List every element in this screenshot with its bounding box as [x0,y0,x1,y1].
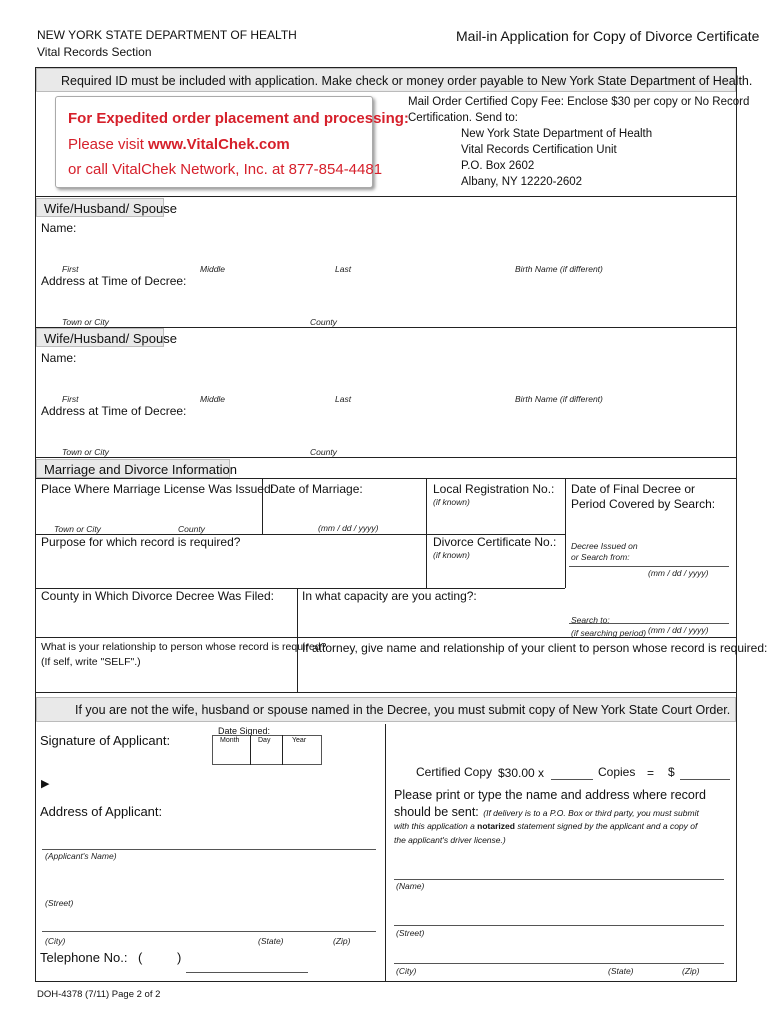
form-title: Mail-in Application for Copy of Divorce Certificate [456,28,760,44]
attorney-input[interactable] [302,660,732,688]
date-signed-label: Date Signed: [218,726,271,736]
certified-copy-label: Certified Copy [416,765,493,779]
spouse2-last-hint: Last [335,394,352,404]
spouse1-last-input[interactable] [333,245,503,261]
certified-copy-price: $30.00 x [498,766,545,780]
month-input[interactable] [214,748,248,763]
delivery-note-2a: with this application a [394,821,478,831]
phone-open-paren: ( [138,950,143,965]
spouse2-county-hint: County [310,447,337,457]
day-hint: Day [258,737,271,744]
spouse2-last-input[interactable] [333,375,503,391]
phone-close-paren: ) [177,950,182,965]
month-hint: Month [220,737,240,744]
mail-to-label: should be sent: [394,805,479,819]
recipient-state-input[interactable] [606,946,666,962]
decree-issued-input[interactable] [571,550,727,565]
purpose-input[interactable] [41,555,421,583]
search-to-input[interactable] [640,608,728,623]
spouse1-first-hint: First [62,264,79,274]
spouse2-middle-hint: Middle [200,394,226,404]
dollar-sign: $ [668,765,675,779]
final-decree-label-1: Date of Final Decree or [571,482,696,496]
signature-label: Signature of Applicant: [40,733,171,748]
divorce-cert-input[interactable] [433,565,561,583]
spouse1-address-label: Address at Time of Decree: [41,274,187,288]
spouse1-name-label: Name: [41,221,77,235]
id-notice: Required ID must be included with application. Make check or money order payable to New York State Department of Health. [61,74,753,88]
decree-issued-hint-2: or Search from: [571,552,630,562]
county-filed-input[interactable] [41,610,291,632]
county-filed-label: County in Which Divorce Decree Was Filed: [41,589,274,603]
spouse2-birth-hint: Birth Name (if different) [515,394,603,404]
mail-send-to: Certification. Send to: [408,112,518,124]
mail-address-1: New York State Department of Health [461,128,653,140]
local-reg-input[interactable] [433,512,561,528]
copies-label: Copies [598,765,636,779]
local-reg-hint: (if known) [433,497,470,507]
license-place-label: Place Where Marriage License Was Issued: [41,482,274,496]
expedite-visit-prefix: Please visit [68,136,149,153]
spouse2-first-hint: First [62,394,79,404]
recipient-zip-hint: (Zip) [682,966,700,976]
recipient-street-input[interactable] [396,908,722,924]
spouse2-birth-input[interactable] [512,375,722,391]
mail-address-2: Vital Records Certification Unit [461,144,617,156]
spouse1-town-input[interactable] [58,298,298,314]
court-order-notice: If you are not the wife, husband or spouse named in the Decree, you must submit copy of New York State Court Order. [75,703,731,717]
mail-fee-label: Mail Order Certified Copy Fee: [408,96,564,108]
divider [36,637,736,638]
spouse1-last-hint: Last [335,264,352,274]
telephone-label: Telephone No.: [40,950,128,965]
divider [282,735,283,765]
year-hint: Year [292,737,307,744]
purpose-label: Purpose for which record is required? [41,535,241,549]
applicant-state-hint: (State) [258,936,284,946]
spouse2-first-input[interactable] [58,375,188,391]
attorney-label: If attorney, give name and relationship of your client to person whose record is required: [302,641,768,655]
final-decree-label-2: Period Covered by Search: [571,497,716,511]
delivery-note-2 [394,821,697,831]
agency-name: NEW YORK STATE DEPARTMENT OF HEALTH [37,28,297,42]
signature-input[interactable] [55,770,375,792]
relationship-input[interactable] [41,671,291,689]
relationship-hint: (If self, write "SELF".) [41,656,141,668]
divorce-cert-hint: (if known) [433,550,470,560]
divider [385,724,386,982]
decree-issued-hint-1: Decree Issued on [571,541,638,551]
spouse2-county-input[interactable] [308,428,508,444]
recipient-street-line [394,925,724,926]
divider [36,692,736,693]
notarized-word: notarized [477,821,515,831]
spouse1-town-hint: Town or City [62,317,109,327]
applicant-street-hint: (Street) [45,898,74,908]
total-amount-line [680,779,730,780]
divider [36,457,736,458]
day-input[interactable] [252,748,280,763]
recipient-city-line [394,963,724,964]
relationship-label: What is your relationship to person whose record is required? [41,641,327,653]
applicant-name-hint: (Applicant's Name) [45,851,117,861]
applicant-name-input[interactable] [44,832,374,848]
divider [297,588,298,692]
decree-issued-line [569,566,729,567]
spouse1-first-input[interactable] [58,245,188,261]
marriage-heading: Marriage and Divorce Information [44,462,237,477]
search-to-format: (mm / dd / yyyy) [648,625,709,635]
recipient-name-hint: (Name) [396,881,425,891]
applicant-zip-hint: (Zip) [333,936,351,946]
vitalchek-link[interactable]: www.VitalChek.com [148,136,290,153]
copies-count-input[interactable] [553,763,591,778]
applicant-state-input[interactable] [254,914,314,930]
spouse1-heading: Wife/Husband/ Spouse [44,201,177,216]
section-name: Vital Records Section [37,45,152,59]
expedite-heading: For Expedited order placement and processing: [68,110,409,127]
marriage-date-format: (mm / dd / yyyy) [318,523,379,533]
spouse1-middle-hint: Middle [200,264,226,274]
phone-number-input[interactable] [188,956,306,971]
applicant-city-input[interactable] [44,914,244,930]
applicant-name-line [42,849,376,850]
divorce-cert-label: Divorce Certificate No.: [433,535,557,549]
recipient-name-input[interactable] [396,862,722,878]
spouse1-middle-input[interactable] [198,245,323,261]
spouse2-middle-input[interactable] [198,375,323,391]
phone-area-input[interactable] [148,952,176,967]
marriage-date-input[interactable] [270,505,420,521]
search-to-line [569,623,729,624]
expedite-phone: or call VitalChek Network, Inc. at 877-854-4481 [68,161,383,178]
applicant-city-line [42,931,376,932]
capacity-label: In what capacity are you acting?: [302,589,477,603]
form-number: DOH-4378 (7/11) Page 2 of 2 [37,989,161,1000]
searching-period-hint: (if searching period) [571,628,647,638]
license-town-input[interactable] [50,505,165,521]
divider [565,478,566,588]
recipient-city-input[interactable] [396,946,596,962]
spouse1-birth-input[interactable] [512,245,722,261]
expedite-visit [68,136,290,153]
divider [426,478,427,588]
search-to-hint: Search to: [571,615,610,625]
recipient-name-line [394,879,724,880]
spouse2-address-label: Address at Time of Decree: [41,404,187,418]
recipient-zip-input[interactable] [676,946,722,962]
applicant-street-input[interactable] [44,880,374,896]
capacity-input[interactable] [302,610,562,632]
divider [250,735,251,765]
copies-count-line [551,779,593,780]
divider [36,478,736,479]
spouse1-county-hint: County [310,317,337,327]
mail-fee-line [408,96,749,108]
delivery-note-1: (If delivery is to a P.O. Box or third party, you must submit [483,808,699,818]
phone-number-line [186,972,308,973]
total-amount-input[interactable] [682,763,728,778]
recipient-city-hint: (City) [396,966,417,976]
spouse1-birth-hint: Birth Name (if different) [515,264,603,274]
delivery-note-2c: statement signed by the applicant and a copy of [514,821,698,831]
delivery-note-3: the applicant's driver license.) [394,835,506,845]
license-town-hint: Town or City [54,524,101,534]
recipient-state-hint: (State) [608,966,634,976]
spouse2-name-label: Name: [41,351,77,365]
applicant-city-hint: (City) [45,936,66,946]
signature-marker-icon: ▶ [41,778,50,790]
spouse2-town-input[interactable] [58,428,298,444]
license-county-hint: County [178,524,205,534]
divider [36,196,736,197]
decree-issued-format: (mm / dd / yyyy) [648,568,709,578]
marriage-date-label: Date of Marriage: [270,482,363,496]
applicant-zip-input[interactable] [322,914,374,930]
spouse2-town-hint: Town or City [62,447,109,457]
spouse1-county-input[interactable] [308,298,508,314]
applicant-address-label: Address of Applicant: [40,804,163,819]
mail-fee-text: Enclose $30 per copy or No Record [567,96,750,108]
mail-address-3: P.O. Box 2602 [461,160,535,172]
equals-sign: = [647,766,655,780]
recipient-street-hint: (Street) [396,928,425,938]
mail-to-instruction-1: Please print or type the name and address where record [394,788,706,802]
mail-address-4: Albany, NY 12220-2602 [461,176,583,188]
local-reg-label: Local Registration No.: [433,482,555,496]
mail-to-instruction-2 [394,803,699,821]
license-county-input[interactable] [172,505,257,521]
spouse2-heading: Wife/Husband/ Spouse [44,331,177,346]
year-input[interactable] [284,748,320,763]
